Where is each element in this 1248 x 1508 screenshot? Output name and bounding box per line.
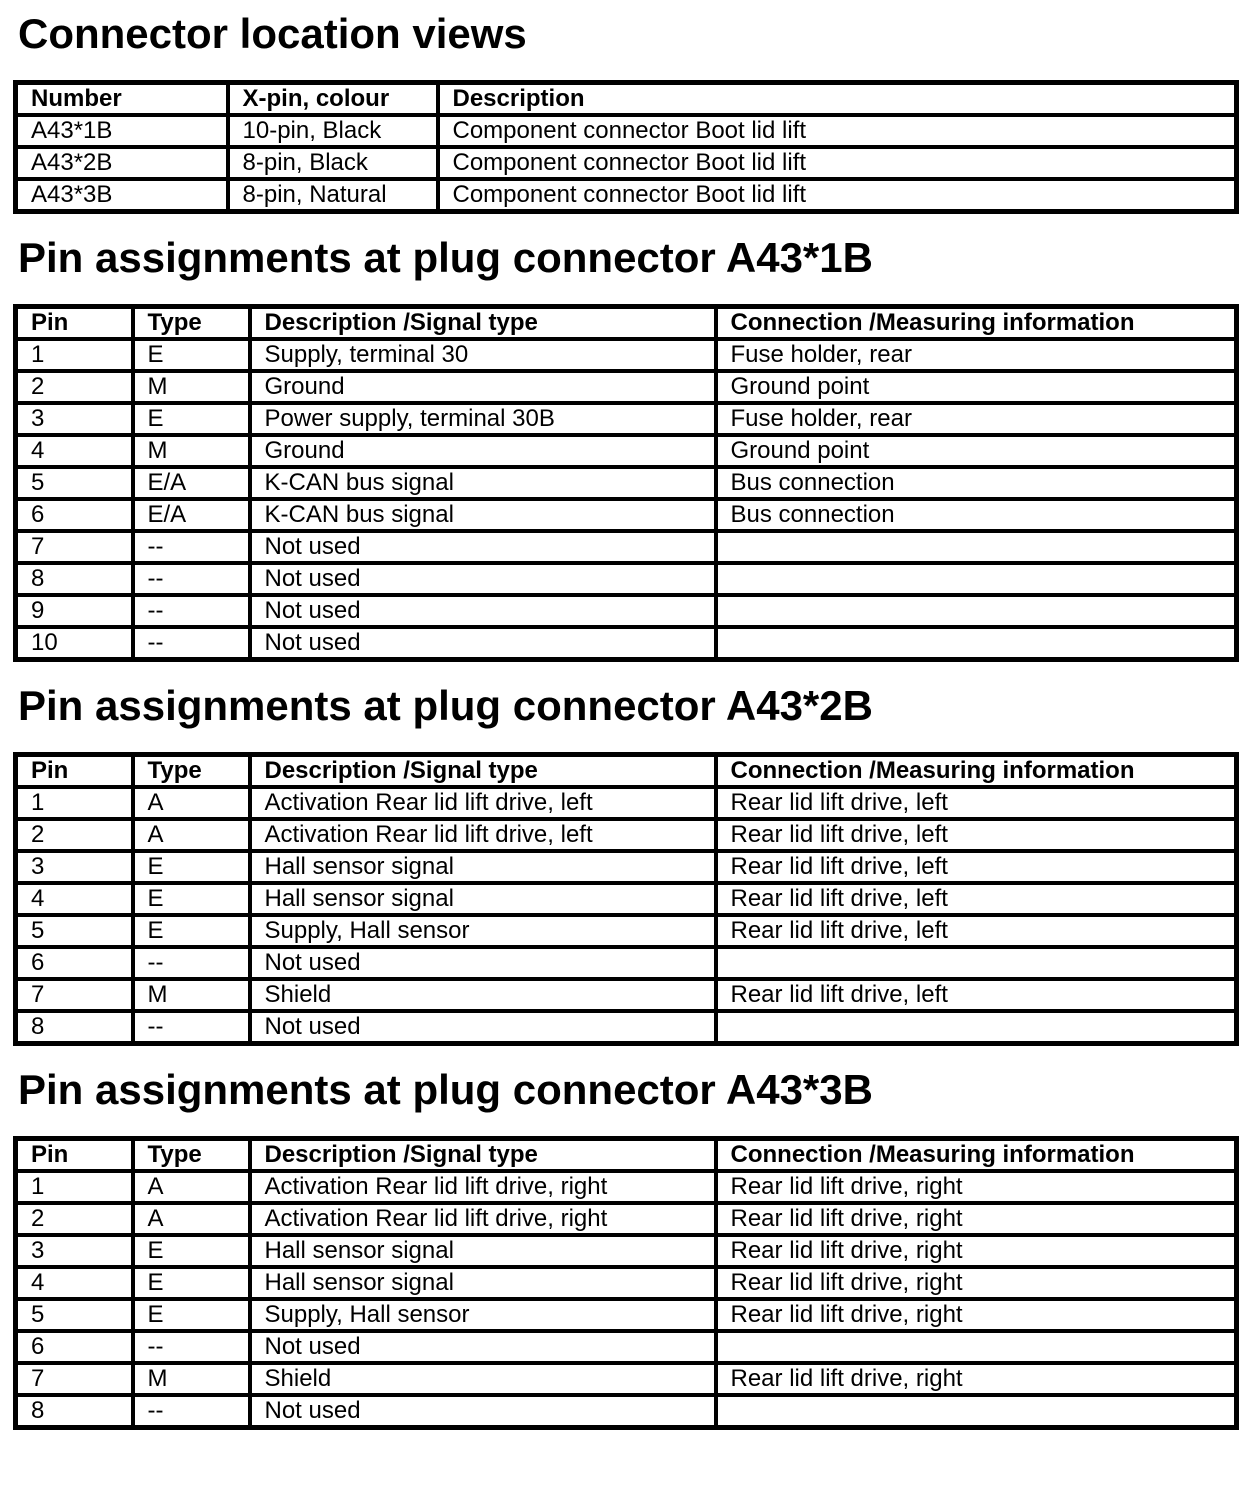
table-row [16, 1395, 1237, 1428]
column-header-description-signal: Description /Signal type [250, 755, 716, 788]
table-row [16, 595, 1237, 627]
table-row [16, 947, 1237, 979]
connection-cell [716, 627, 1237, 660]
type-cell: M [133, 979, 250, 1011]
pin-cell: 8 [16, 1395, 133, 1428]
pin-cell: 4 [16, 1267, 133, 1299]
pin-cell: 3 [16, 851, 133, 883]
column-header-connection-measuring: Connection /Measuring information [716, 755, 1237, 788]
column-header-number: Number [16, 83, 228, 116]
pin-cell: 6 [16, 1331, 133, 1363]
pin-table-a43-2b [13, 752, 1239, 1046]
connection-cell: Bus connection [716, 499, 1237, 531]
description-cell: Shield [250, 979, 716, 1011]
pin-table-a43-3b [13, 1136, 1239, 1430]
connection-cell: Rear lid lift drive, right [716, 1267, 1237, 1299]
table-row [16, 1235, 1237, 1267]
pin-cell: 5 [16, 1299, 133, 1331]
description-cell: Not used [250, 1011, 716, 1044]
type-cell: E [133, 915, 250, 947]
type-cell: E [133, 403, 250, 435]
connector-description-cell: Component connector Boot lid lift [438, 179, 1237, 212]
type-cell: A [133, 1203, 250, 1235]
table-row [16, 915, 1237, 947]
type-cell: E [133, 339, 250, 371]
table-header-row [16, 83, 1237, 116]
connection-cell: Fuse holder, rear [716, 339, 1237, 371]
description-cell: Ground [250, 435, 716, 467]
description-cell: Shield [250, 1363, 716, 1395]
type-cell: -- [133, 1395, 250, 1428]
connection-cell: Rear lid lift drive, right [716, 1235, 1237, 1267]
pin-cell: 6 [16, 947, 133, 979]
column-header-connection-measuring: Connection /Measuring information [716, 307, 1237, 340]
connection-cell: Rear lid lift drive, left [716, 851, 1237, 883]
column-header-type: Type [133, 1139, 250, 1172]
section-heading-a43-2b: Pin assignments at plug connector A43*2B [18, 682, 873, 729]
type-cell: -- [133, 531, 250, 563]
table-header-row [16, 1139, 1237, 1172]
table-row [16, 627, 1237, 660]
number-cell: A43*3B [16, 179, 228, 212]
connection-cell [716, 1331, 1237, 1363]
column-header-description-signal: Description /Signal type [250, 1139, 716, 1172]
description-cell: Not used [250, 627, 716, 660]
table-row [16, 563, 1237, 595]
column-header-description-signal: Description /Signal type [250, 307, 716, 340]
connector-description-cell: Component connector Boot lid lift [438, 115, 1237, 147]
section-heading-a43-1b: Pin assignments at plug connector A43*1B [18, 234, 873, 281]
type-cell: M [133, 435, 250, 467]
table-row [16, 851, 1237, 883]
type-cell: E [133, 1235, 250, 1267]
column-header-xpin-colour: X-pin, colour [228, 83, 438, 116]
type-cell: -- [133, 627, 250, 660]
description-cell: Not used [250, 947, 716, 979]
table-row [16, 1203, 1237, 1235]
table-row [16, 787, 1237, 819]
table-row [16, 1331, 1237, 1363]
description-cell: K-CAN bus signal [250, 499, 716, 531]
connection-cell: Ground point [716, 371, 1237, 403]
type-cell: E/A [133, 499, 250, 531]
description-cell: K-CAN bus signal [250, 467, 716, 499]
pin-cell: 10 [16, 627, 133, 660]
column-header-type: Type [133, 755, 250, 788]
type-cell: -- [133, 563, 250, 595]
connection-cell [716, 595, 1237, 627]
connection-cell: Fuse holder, rear [716, 403, 1237, 435]
description-cell: Not used [250, 1395, 716, 1428]
table-row [16, 531, 1237, 563]
type-cell: A [133, 819, 250, 851]
connection-cell: Rear lid lift drive, left [716, 883, 1237, 915]
connection-cell: Bus connection [716, 467, 1237, 499]
connection-cell: Rear lid lift drive, left [716, 915, 1237, 947]
section-heading-a43-3b: Pin assignments at plug connector A43*3B [18, 1066, 873, 1113]
number-cell: A43*2B [16, 147, 228, 179]
type-cell: E [133, 883, 250, 915]
description-cell: Activation Rear lid lift drive, right [250, 1203, 716, 1235]
table-row [16, 979, 1237, 1011]
description-cell: Power supply, terminal 30B [250, 403, 716, 435]
table-row [16, 371, 1237, 403]
type-cell: M [133, 371, 250, 403]
column-header-pin: Pin [16, 1139, 133, 1172]
type-cell: E [133, 1267, 250, 1299]
connection-cell: Rear lid lift drive, left [716, 979, 1237, 1011]
pin-cell: 4 [16, 883, 133, 915]
connection-cell [716, 1395, 1237, 1428]
pin-cell: 2 [16, 819, 133, 851]
description-cell: Hall sensor signal [250, 1267, 716, 1299]
description-cell: Activation Rear lid lift drive, left [250, 819, 716, 851]
description-cell: Not used [250, 563, 716, 595]
type-cell: E/A [133, 467, 250, 499]
column-header-type: Type [133, 307, 250, 340]
connection-cell: Rear lid lift drive, right [716, 1171, 1237, 1203]
type-cell: E [133, 1299, 250, 1331]
pin-cell: 1 [16, 1171, 133, 1203]
connection-cell [716, 1011, 1237, 1044]
pin-cell: 2 [16, 1203, 133, 1235]
table-row [16, 435, 1237, 467]
description-cell: Supply, Hall sensor [250, 915, 716, 947]
table-row [16, 1299, 1237, 1331]
table-row [16, 147, 1237, 179]
connection-cell [716, 947, 1237, 979]
page-title: Connector location views [18, 10, 527, 57]
table-row [16, 1011, 1237, 1044]
xpin-colour-cell: 10-pin, Black [228, 115, 438, 147]
pin-cell: 8 [16, 563, 133, 595]
column-header-pin: Pin [16, 755, 133, 788]
type-cell: -- [133, 1331, 250, 1363]
pin-cell: 3 [16, 1235, 133, 1267]
type-cell: M [133, 1363, 250, 1395]
connection-cell [716, 563, 1237, 595]
connection-cell: Rear lid lift drive, left [716, 787, 1237, 819]
pin-cell: 9 [16, 595, 133, 627]
connector-description-cell: Component connector Boot lid lift [438, 147, 1237, 179]
table-row [16, 467, 1237, 499]
type-cell: -- [133, 947, 250, 979]
pin-cell: 1 [16, 787, 133, 819]
description-cell: Hall sensor signal [250, 1235, 716, 1267]
pin-cell: 1 [16, 339, 133, 371]
pin-cell: 5 [16, 467, 133, 499]
table-header-row [16, 755, 1237, 788]
type-cell: E [133, 851, 250, 883]
description-cell: Hall sensor signal [250, 883, 716, 915]
table-row [16, 403, 1237, 435]
pin-cell: 7 [16, 1363, 133, 1395]
description-cell: Supply, terminal 30 [250, 339, 716, 371]
connection-cell: Rear lid lift drive, right [716, 1203, 1237, 1235]
connection-cell: Rear lid lift drive, right [716, 1363, 1237, 1395]
description-cell: Activation Rear lid lift drive, left [250, 787, 716, 819]
pin-cell: 2 [16, 371, 133, 403]
column-header-description: Description [438, 83, 1237, 116]
xpin-colour-cell: 8-pin, Black [228, 147, 438, 179]
type-cell: -- [133, 595, 250, 627]
table-row [16, 179, 1237, 212]
table-row [16, 499, 1237, 531]
table-row [16, 1363, 1237, 1395]
pin-table-a43-1b [13, 304, 1239, 662]
pin-cell: 7 [16, 531, 133, 563]
pin-cell: 4 [16, 435, 133, 467]
pin-cell: 3 [16, 403, 133, 435]
connector-location-table [13, 80, 1239, 214]
connection-cell [716, 531, 1237, 563]
column-header-pin: Pin [16, 307, 133, 340]
xpin-colour-cell: 8-pin, Natural [228, 179, 438, 212]
column-header-connection-measuring: Connection /Measuring information [716, 1139, 1237, 1172]
description-cell: Ground [250, 371, 716, 403]
number-cell: A43*1B [16, 115, 228, 147]
description-cell: Activation Rear lid lift drive, right [250, 1171, 716, 1203]
table-row [16, 339, 1237, 371]
type-cell: A [133, 787, 250, 819]
type-cell: -- [133, 1011, 250, 1044]
type-cell: A [133, 1171, 250, 1203]
pin-cell: 6 [16, 499, 133, 531]
pin-cell: 5 [16, 915, 133, 947]
table-row [16, 1171, 1237, 1203]
connection-cell: Rear lid lift drive, left [716, 819, 1237, 851]
connection-cell: Rear lid lift drive, right [716, 1299, 1237, 1331]
table-row [16, 819, 1237, 851]
table-row [16, 883, 1237, 915]
pin-cell: 8 [16, 1011, 133, 1044]
table-header-row [16, 307, 1237, 340]
table-row [16, 1267, 1237, 1299]
pin-cell: 7 [16, 979, 133, 1011]
description-cell: Not used [250, 531, 716, 563]
description-cell: Not used [250, 595, 716, 627]
description-cell: Not used [250, 1331, 716, 1363]
connection-cell: Ground point [716, 435, 1237, 467]
table-row [16, 115, 1237, 147]
description-cell: Hall sensor signal [250, 851, 716, 883]
description-cell: Supply, Hall sensor [250, 1299, 716, 1331]
